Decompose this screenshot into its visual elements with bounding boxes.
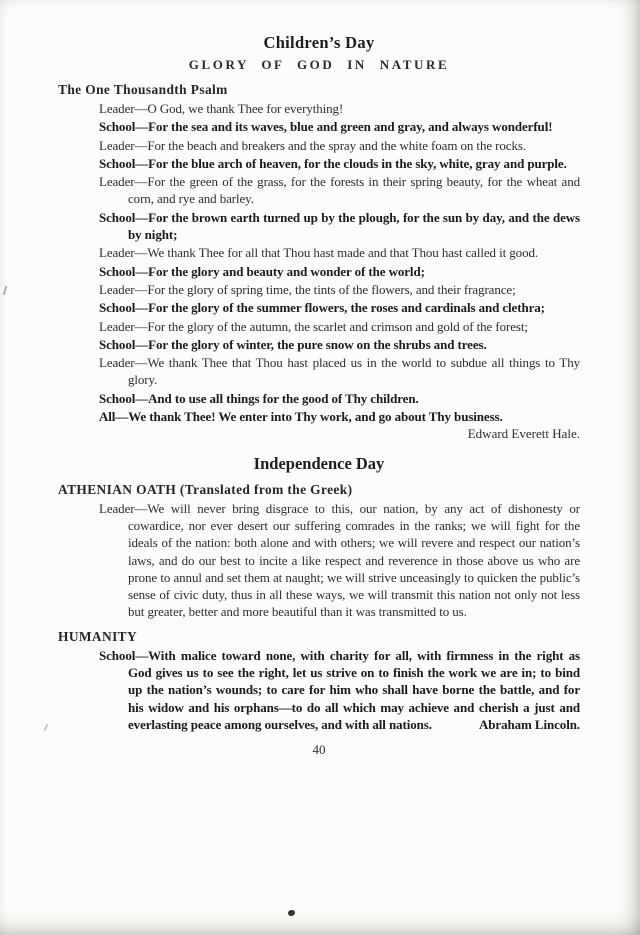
psalm-attribution: Edward Everett Hale. (467, 426, 580, 442)
document-title: Children’s Day (263, 33, 375, 52)
section-title-independence-day: Independence Day (253, 453, 385, 473)
psalm-line: Leader—For the glory of the autumn, the scarlet and crimson and gold of the forest; (99, 318, 528, 334)
psalm-line: Leader—We thank Thee for all that Thou hast made and that Thou hast called it good. (99, 245, 539, 261)
humanity-text: School—With malice toward none, with charity for all, with firmness in the right as God gives us to see the right, let us strive on to finish the work we are in; to bind up the nation’s wounds; to care for him who shall have borne the battle, and for his widow and his orphans—to do all which may achieve and cherish a just and everlasting peace among ourselves, and with all nations. (99, 647, 580, 732)
document-subtitle: GLORY OF GOD IN NATURE (188, 57, 450, 72)
humanity-attribution: Abraham Lincoln. (479, 716, 580, 732)
psalm-line: School—For the glory and beauty and wonder of the world; (99, 263, 425, 279)
humanity-paragraph (58, 647, 580, 733)
psalm-line: Leader—We thank Thee that Thou hast placed us in the world to subdue all things to Thy glory. (99, 355, 580, 388)
humanity-heading: HUMANITY (58, 628, 138, 644)
psalm-line: School—For the glory of winter, the pure snow on the shrubs and trees. (99, 336, 487, 352)
page-number: 40 (312, 742, 326, 758)
psalm-line: Leader—For the green of the grass, for the forests in their spring beauty, for the wheat and corn, and rye and barley. (99, 174, 580, 207)
psalm-line: School—And to use all things for the good of Thy children. (99, 390, 419, 406)
athenian-oath-heading: ATHENIAN OATH (Translated from the Greek) (58, 481, 353, 497)
psalm-line: School—For the blue arch of heaven, for the clouds in the sky, white, gray and purple. (99, 155, 567, 171)
ink-spot-artifact (288, 910, 295, 916)
psalm-line: Leader—O God, we thank Thee for everything! (99, 101, 344, 116)
psalm-line: Leader—For the beach and breakers and the spray and the white foam on the rocks. (99, 137, 526, 153)
psalm-line: School—For the glory of the summer flowers, the roses and cardinals and clethra; (99, 300, 545, 316)
psalm-line: School—For the sea and its waves, blue and green and gray, and always wonderful! (99, 119, 553, 135)
psalm-line: School—For the brown earth turned up by the plough, for the sun by day, and the dews by night; (99, 209, 580, 243)
psalm-line: All—We thank Thee! We enter into Thy work, and go about Thy business. (99, 409, 503, 425)
oath-paragraph: Leader—We will never bring disgrace to this, our nation, by any act of dishonesty or cowardice, nor ever desert our suffering comrades in the ranks; we will fight for the ideals of the nation: both alone and with others; we will revere and respect our nation’s laws, and do our best to incite a like respect and reverence in those above us who are prone to annul and set them at naught; we will strive unceasingly to quicken the public’s sense of civic duty, thus in all these ways, we will transmit this nation not only not less but greater, better and more beautiful than it was transmitted to us. (99, 500, 580, 620)
psalm-line: Leader—For the glory of spring time, the tints of the flowers, and their fragrance; (99, 281, 516, 297)
psalm-heading: The One Thousandth Psalm (58, 82, 228, 97)
